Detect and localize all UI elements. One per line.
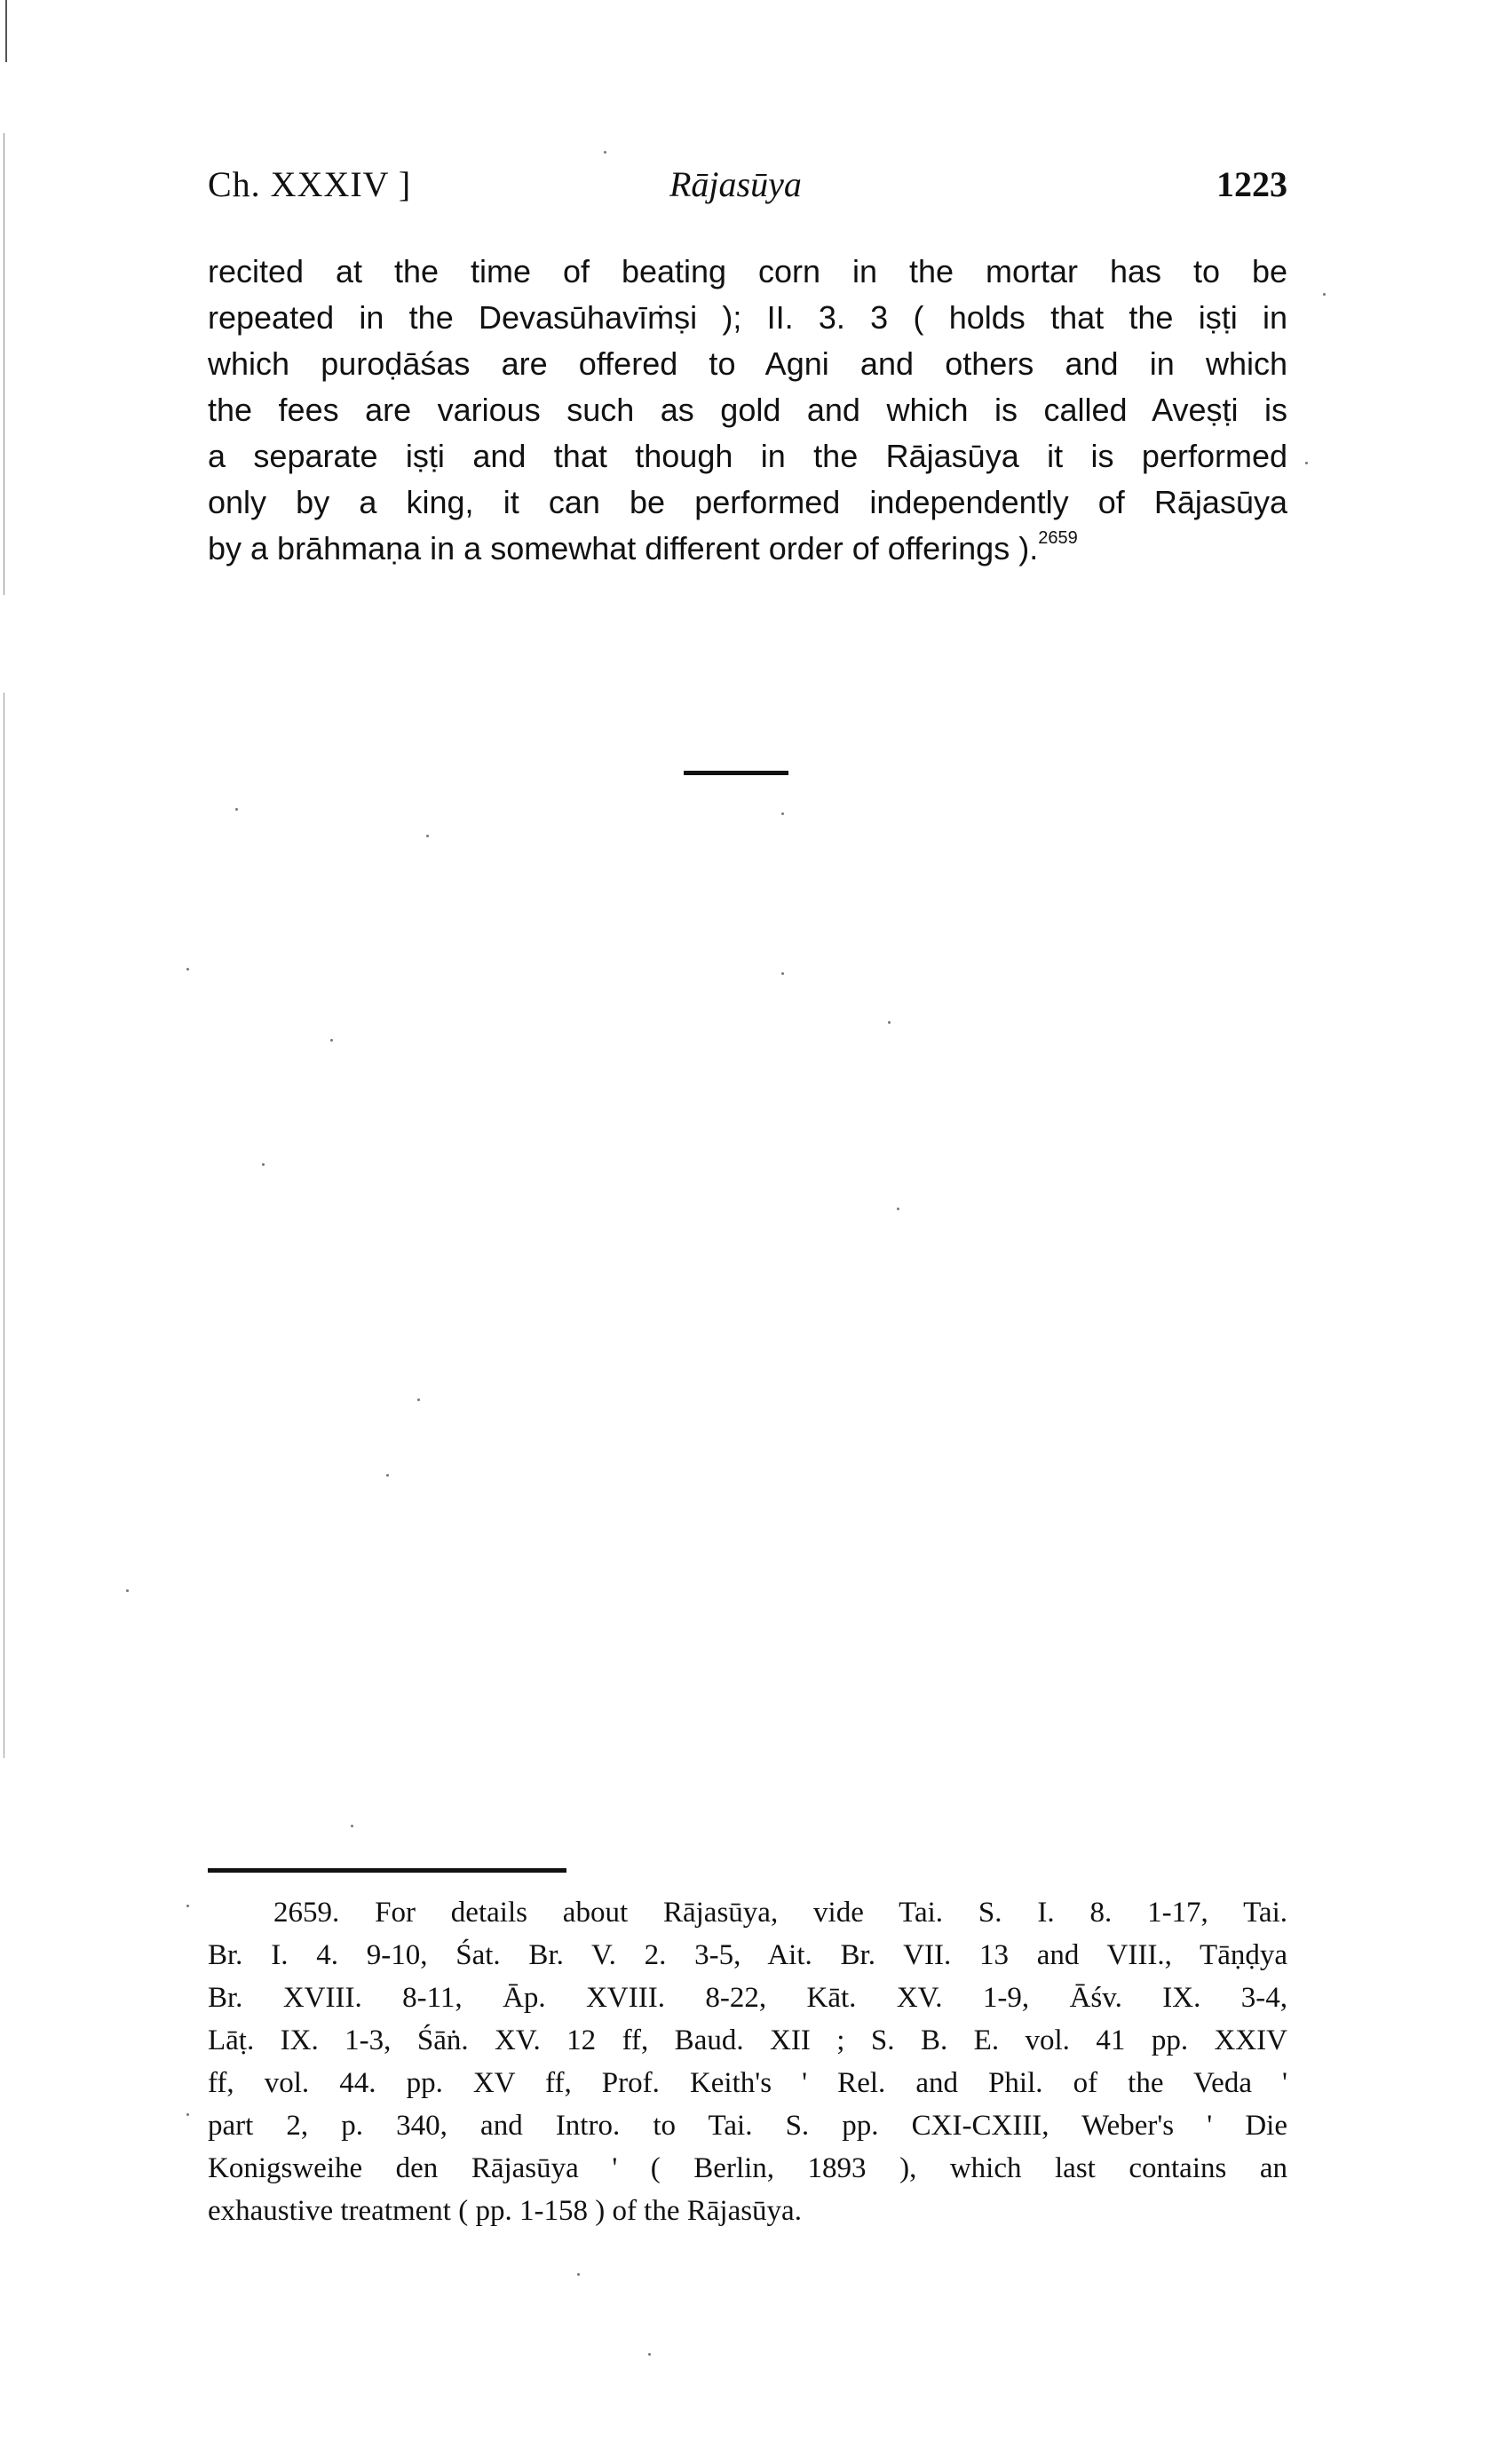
page-number: 1223 — [1216, 164, 1287, 204]
body-line: a separate iṣṭi and that though in the Rājasūya it is performed — [208, 438, 1287, 474]
body-paragraph — [208, 249, 1287, 572]
body-line-last — [208, 526, 1287, 572]
scan-speck — [781, 972, 784, 975]
chapter-label: Ch. XXXIV ] — [208, 164, 412, 204]
footnote — [208, 1891, 1287, 2232]
scan-edge-mark — [5, 0, 7, 62]
footnote-line: exhaustive treatment ( pp. 1-158 ) of the Rājasūya. — [208, 2195, 802, 2227]
body-line: repeated in the Devasūhavīṁṣi ); II. 3. 3 ( holds that the iṣṭi in — [208, 299, 1287, 336]
scan-speck — [1323, 293, 1326, 296]
scan-speck — [186, 2113, 189, 2116]
scan-speck — [577, 2273, 580, 2276]
running-title: Rājasūya — [669, 164, 802, 204]
body-line: only by a king, it can be performed independently of Rājasūya — [208, 484, 1287, 520]
footnote-line: part 2, p. 340, and Intro. to Tai. S. pp. CXI-CXIII, Weber's ' Die — [208, 2110, 1287, 2142]
scan-speck — [604, 151, 606, 154]
footnote-reference: 2659 — [1038, 528, 1078, 548]
scan-speck — [386, 1474, 389, 1477]
scan-speck — [888, 1021, 891, 1024]
running-header — [208, 158, 1287, 211]
body-line: the fees are various such as gold and which is called Aveṣṭi is — [208, 392, 1287, 428]
footnote-divider — [208, 1868, 566, 1873]
body-line: recited at the time of beating corn in the mortar has to be — [208, 253, 1287, 289]
scan-speck — [648, 2353, 651, 2356]
body-line: which puroḍāśas are offered to Agni and others and in which — [208, 345, 1287, 382]
footnote-line: 2659. For details about Rājasūya, vide Tai. S. I. 8. 1-17, Tai. — [273, 1897, 1287, 1929]
scan-speck — [781, 812, 784, 815]
scan-speck — [186, 1905, 189, 1907]
scan-speck — [330, 1039, 333, 1042]
scan-speck — [126, 1589, 129, 1592]
scan-speck — [426, 835, 429, 837]
footnote-line: Lāṭ. IX. 1-3, Śāṅ. XV. 12 ff, Baud. XII ; S. B. E. vol. 41 pp. XXIV — [208, 2024, 1287, 2056]
footnote-line: Br. XVIII. 8-11, Āp. XVIII. 8-22, Kāt. XV. 1-9, Āśv. IX. 3-4, — [208, 1982, 1287, 2014]
scan-speck — [186, 968, 189, 971]
scan-speck — [235, 808, 238, 811]
footnote-line: Br. I. 4. 9-10, Śat. Br. V. 2. 3-5, Ait. Br. VII. 13 and VIII., Tāṇḍya — [208, 1939, 1287, 1971]
scan-speck — [897, 1208, 899, 1210]
scan-speck — [1305, 462, 1308, 464]
scan-speck — [417, 1398, 420, 1401]
scan-speck — [262, 1163, 265, 1166]
body-line-text: by a brāhmaṇa in a somewhat different order of offerings ). — [208, 530, 1039, 566]
footnote-line: Konigsweihe den Rājasūya ' ( Berlin, 1893 ), which last contains an — [208, 2152, 1287, 2184]
section-divider — [684, 771, 788, 775]
scan-speck — [351, 1825, 353, 1827]
footnote-line: ff, vol. 44. pp. XV ff, Prof. Keith's ' Rel. and Phil. of the Veda ' — [208, 2067, 1287, 2099]
